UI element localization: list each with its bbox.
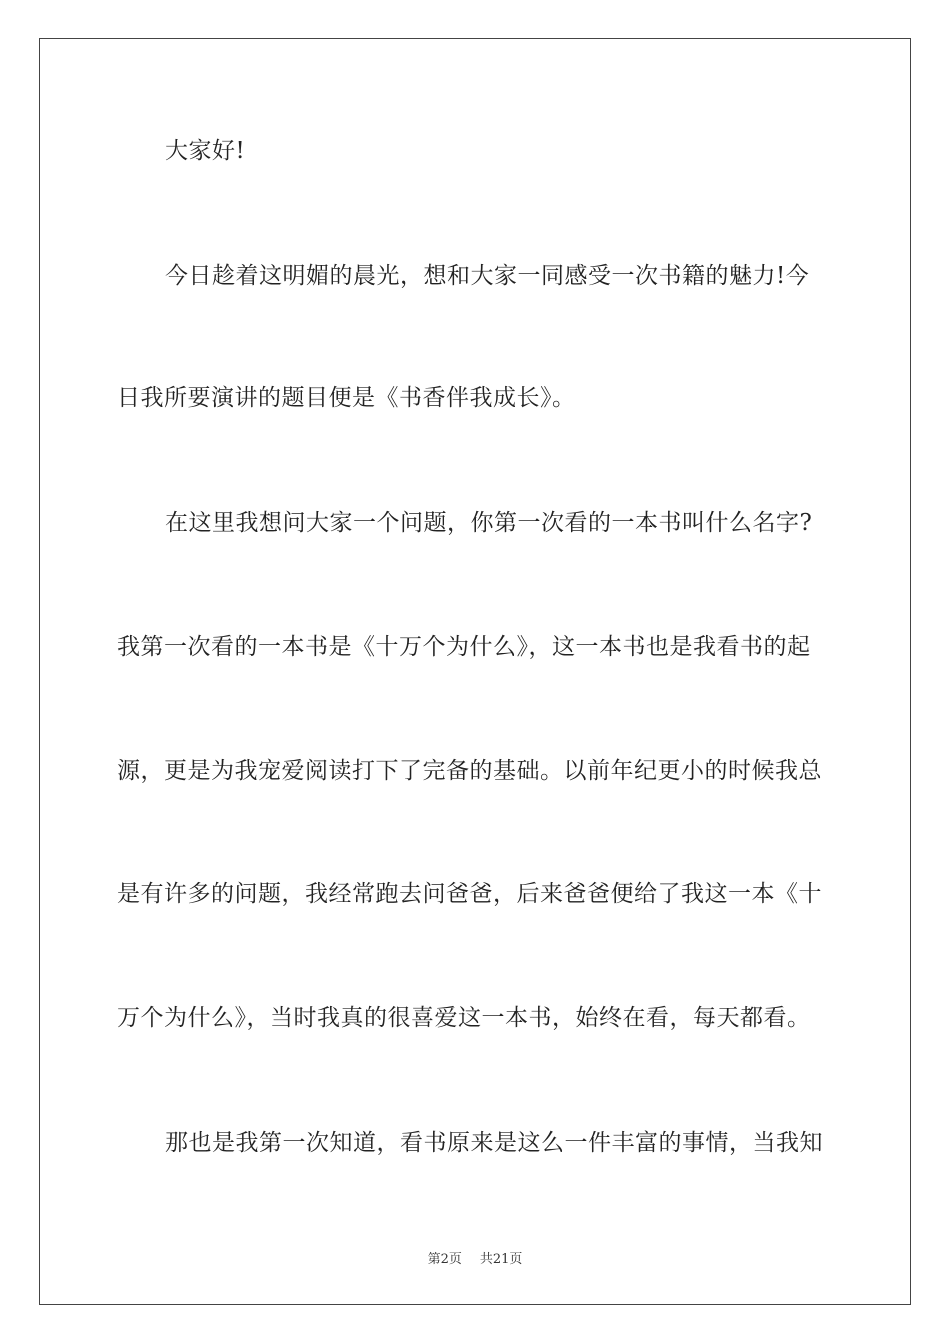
page-number: 第2页 — [427, 1252, 462, 1267]
paragraph-2-line-3: 源，更是为我宠爱阅读打下了完备的基础。以前年纪更小的时候我总 — [117, 758, 822, 784]
paragraph-2-line-1: 在这里我想问大家一个问题，你第一次看的一本书叫什么名字? — [165, 510, 813, 536]
page-footer — [0, 1248, 950, 1267]
paragraph-2-line-2: 我第一次看的一本书是《十万个为什么》，这一本书也是我看书的起 — [117, 634, 811, 660]
greeting-line: 大家好! — [165, 138, 246, 164]
paragraph-1-line-2: 日我所要演讲的题目便是《书香伴我成长》。 — [117, 385, 576, 411]
page-frame — [39, 38, 911, 1305]
page-total: 共21页 — [479, 1252, 523, 1267]
paragraph-3-line-1: 那也是我第一次知道，看书原来是这么一件丰富的事情，当我知 — [165, 1130, 823, 1156]
paragraph-2-line-5: 万个为什么》，当时我真的很喜爱这一本书，始终在看，每天都看。 — [117, 1005, 811, 1031]
paragraph-1-line-1: 今日趁着这明媚的晨光，想和大家一同感受一次书籍的魅力!今 — [165, 263, 810, 289]
paragraph-2-line-4: 是有许多的问题，我经常跑去问爸爸，后来爸爸便给了我这一本《十 — [117, 881, 822, 907]
